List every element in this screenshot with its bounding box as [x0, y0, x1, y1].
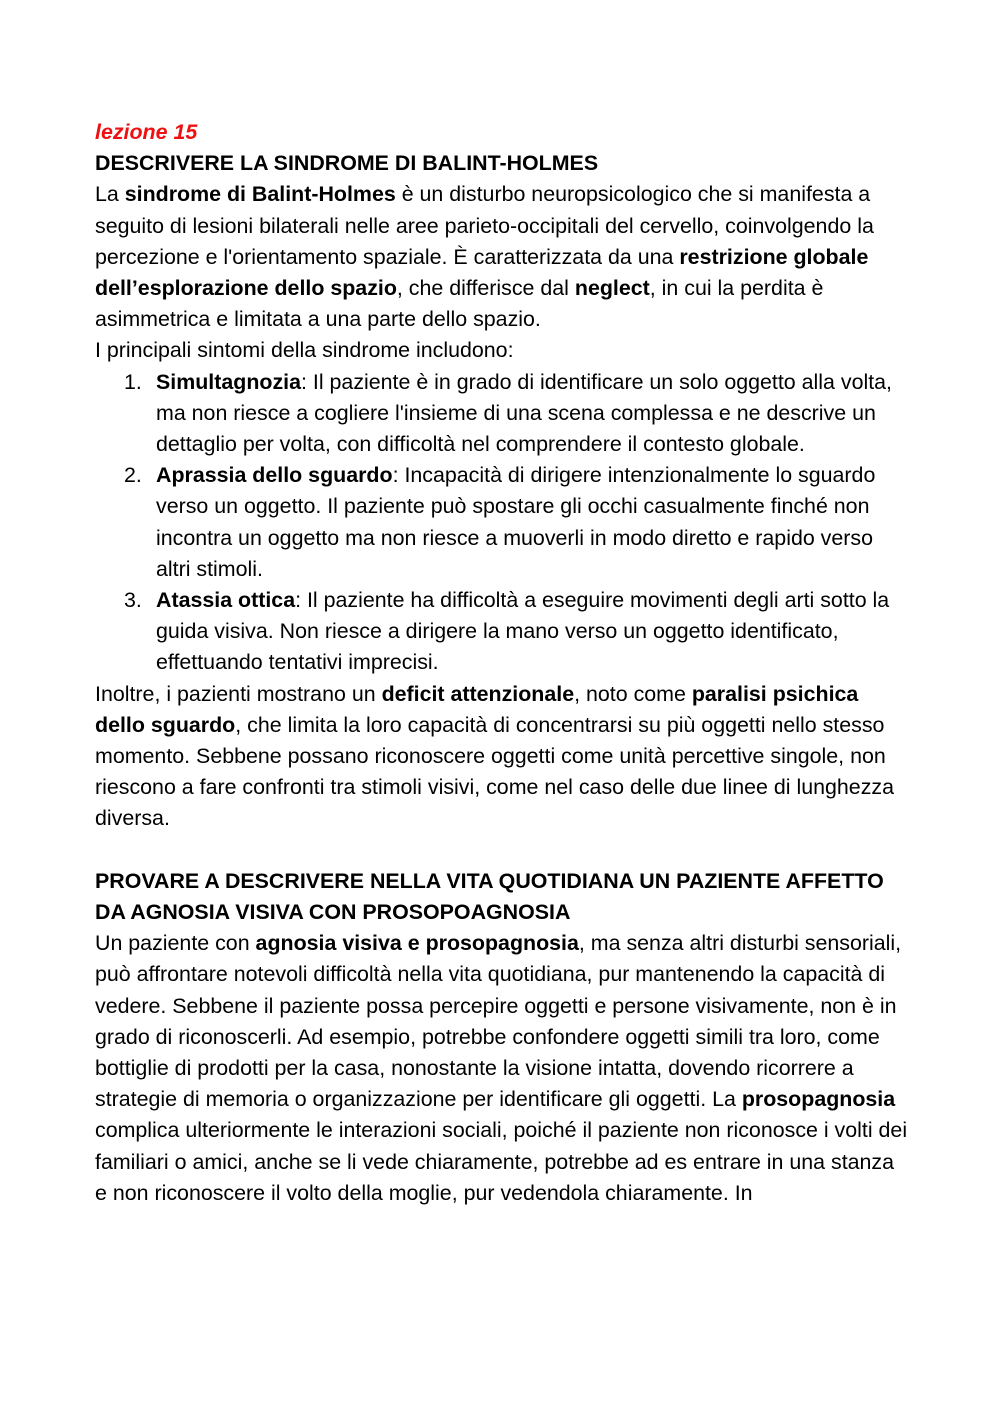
bold-term: restrizione globale dell’esplorazione dello spazio — [95, 244, 869, 301]
bold-term: neglect — [574, 276, 650, 301]
text-run: , che differisce dal — [396, 276, 575, 301]
list-number: 2. — [124, 463, 142, 488]
list-item — [95, 367, 910, 461]
symptom-term: Simultagnozia — [156, 369, 301, 394]
bold-term: paralisi psichica dello sguardo — [95, 681, 859, 737]
symptom-text: : Il paziente ha difficoltà a eseguire movimenti degli arti sotto la guida visiva. Non riesce a dirigere la mano verso un oggetto identificato, effettuando tentativi imprecisi. — [156, 588, 890, 675]
list-item — [95, 585, 910, 679]
section2-body-paragraph — [95, 928, 910, 1209]
document-page — [95, 117, 910, 1209]
text-run: complica ulteriormente le interazioni sociali, poiché il paziente non riconosce i volti dei familiari o amici, anche se li vede chiaramente, potrebbe ad es entrare in una stanza e non riconoscere il volto della moglie, pur vedendola chiaramente. In — [95, 1118, 908, 1205]
symptoms-list — [95, 367, 910, 679]
text-run: , noto come — [574, 681, 692, 706]
text-run: La — [95, 182, 125, 207]
symptom-term: Aprassia dello sguardo — [156, 463, 393, 488]
text-run: , ma senza altri disturbi sensoriali, può affrontare notevoli difficoltà nella vita quotidiana, pur mantenendo la capacità di vedere. Sebbene il paziente possa percepire oggetti e persone visivamente, non è in grado di riconoscerli. Ad esempio, potrebbe confondere oggetti simili tra loro, come bottiglie di prodotti per la casa, nonostante la visione intatta, dovendo ricorrere a strategie di memoria o organizzazione per identificare gli oggetti. La — [95, 931, 902, 1112]
section1-title: DESCRIVERE LA SINDROME DI BALINT-HOLMES — [95, 151, 599, 176]
text-run: Un paziente con — [95, 931, 256, 956]
symptom-term: Atassia ottica — [156, 588, 296, 613]
section2-title: PROVARE A DESCRIVERE NELLA VITA QUOTIDIANA UN PAZIENTE AFFETTO DA AGNOSIA VISIVA CON PROSOPOAGNOSIA — [95, 868, 884, 925]
text-run: , che limita la loro capacità di concentrarsi su più oggetti nello stesso momento. Sebbene possano riconoscere oggetti come unità percettive singole, non riescono a fare confronti tra stimoli visivi, come nel caso delle due linee di lunghezza diversa. — [95, 712, 894, 831]
text-run: Inoltre, i pazienti mostrano un — [95, 681, 382, 706]
list-item — [95, 460, 910, 585]
symptom-text: : Il paziente è in grado di identificare un solo oggetto alla volta, ma non riesce a cogliere l'insieme di una scena complessa e ne descrive un dettaglio per volta, con difficoltà nel comprendere il contesto globale. — [156, 369, 893, 457]
bold-term: agnosia visiva e prosopagnosia — [255, 931, 579, 956]
bold-term: sindrome di Balint-Holmes — [124, 182, 396, 207]
symptoms-intro: I principali sintomi della sindrome includono: — [95, 338, 514, 363]
list-number: 3. — [124, 588, 142, 613]
text-run: è un disturbo neuropsicologico che si manifesta a seguito di lesioni bilaterali nelle aree parieto-occipitali del cervello, coinvolgendo la percezione e l'orientamento spaziale. È caratterizzata da una — [95, 182, 874, 269]
lesson-label: lezione 15 — [95, 120, 198, 144]
bold-term: prosopagnosia — [741, 1087, 896, 1112]
text-run: , in cui la perdita è asimmetrica e limitata a una parte dello spazio. — [95, 276, 824, 332]
section1-closing-paragraph — [95, 679, 910, 835]
section1-intro-paragraph — [95, 179, 910, 335]
symptom-text: : Incapacità di dirigere intenzionalmente lo sguardo verso un oggetto. Il paziente può spostare gli occhi casualmente finché non incontra un oggetto ma non riesce a muoverli in modo diretto e rapido verso altri stimoli. — [156, 463, 876, 581]
paragraph-gap — [95, 835, 910, 866]
bold-term: deficit attenzionale — [381, 681, 575, 706]
list-number: 1. — [124, 369, 142, 394]
